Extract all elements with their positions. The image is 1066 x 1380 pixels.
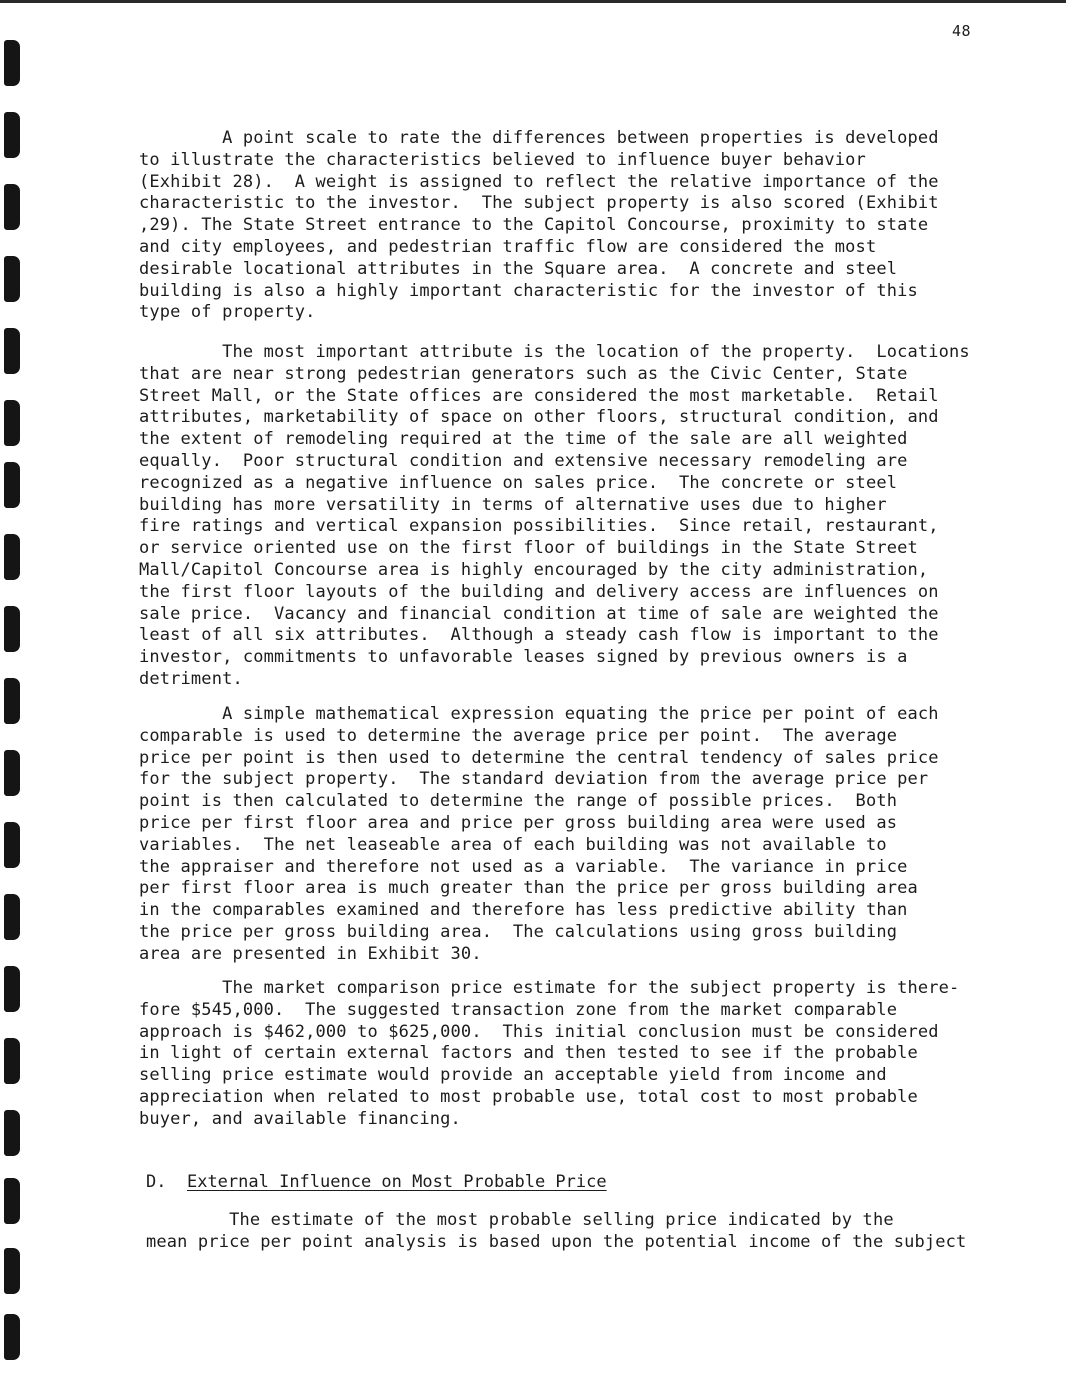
binding-hole: [4, 1178, 20, 1224]
text-line: least of all six attributes. Although a steady cash flow is important to the: [139, 625, 939, 646]
text-line: type of property.: [139, 302, 316, 323]
section-letter: D.: [146, 1172, 167, 1192]
text-line: The most important attribute is the location of the property. Locations: [139, 342, 970, 362]
binding-hole: [4, 606, 20, 652]
text-line: the extent of remodeling required at the time of the sale are all weighted: [139, 429, 908, 450]
binding-hole: [4, 534, 20, 580]
binding-hole: [4, 1038, 20, 1084]
text-line: A simple mathematical expression equating the price per point of each: [139, 704, 939, 724]
text-line: to illustrate the characteristics believed to influence buyer behavior: [139, 149, 866, 170]
text-line: attributes, marketability of space on other floors, structural condition, and: [139, 407, 939, 428]
text-line: equally. Poor structural condition and extensive necessary remodeling are: [139, 450, 908, 471]
text-line: in light of certain external factors and then tested to see if the probable: [139, 1043, 918, 1064]
binding-hole: [4, 966, 20, 1012]
binding-hole: [4, 1110, 20, 1156]
binding-hole: [4, 328, 20, 374]
text-line: approach is $462,000 to $625,000. This initial conclusion must be considered: [139, 1021, 939, 1042]
binding-hole: [4, 1314, 20, 1360]
text-line: point is then calculated to determine the range of possible prices. Both: [139, 791, 898, 812]
text-line: area are presented in Exhibit 30.: [139, 943, 482, 964]
binding-hole: [4, 678, 20, 724]
text-line: ,29). The State Street entrance to the Capitol Concourse, proximity to state: [139, 215, 929, 236]
text-line: or service oriented use on the first floor of buildings in the State Street: [139, 538, 918, 559]
binding-hole: [4, 112, 20, 158]
binding-hole: [4, 894, 20, 940]
text-line: (Exhibit 28). A weight is assigned to reflect the relative importance of the: [139, 171, 939, 192]
text-line: The market comparison price estimate for the subject property is there-: [139, 978, 960, 998]
text-line: comparable is used to determine the average price per point. The average: [139, 725, 898, 746]
binding-hole: [4, 400, 20, 446]
text-line: price per point is then used to determine the central tendency of sales price: [139, 747, 939, 768]
text-line: building has more versatility in terms of alternative uses due to higher: [139, 494, 887, 515]
paragraph-point-scale: [139, 128, 939, 324]
page-number: 48: [952, 22, 972, 40]
text-line: fire ratings and vertical expansion possibilities. Since retail, restaurant,: [139, 516, 939, 537]
text-line: mean price per point analysis is based upon the potential income of the subject: [146, 1231, 967, 1252]
text-line: buyer, and available financing.: [139, 1108, 461, 1129]
binding-hole: [4, 822, 20, 868]
text-line: Mall/Capitol Concourse area is highly encouraged by the city administration,: [139, 559, 929, 580]
text-line: sale price. Vacancy and financial condition at time of sale are weighted the: [139, 603, 939, 624]
text-line: Street Mall, or the State offices are considered the most marketable. Retail: [139, 385, 939, 406]
text-line: recognized as a negative influence on sales price. The concrete or steel: [139, 472, 898, 493]
paragraph-location-attribute: [139, 342, 970, 691]
text-line: fore $545,000. The suggested transaction zone from the market comparable: [139, 999, 898, 1020]
paragraph-price-estimate: [139, 978, 959, 1131]
text-line: The estimate of the most probable selling price indicated by the: [146, 1210, 894, 1230]
text-line: A point scale to rate the differences between properties is developed: [139, 128, 939, 148]
text-line: that are near strong pedestrian generators such as the Civic Center, State: [139, 363, 908, 384]
paragraph-external-influence: [146, 1210, 966, 1254]
section-heading: [146, 1172, 607, 1192]
text-line: price per first floor area and price per gross building area were used as: [139, 812, 898, 833]
binding-hole: [4, 1248, 20, 1294]
text-line: the first floor layouts of the building and delivery access are influences on: [139, 581, 939, 602]
text-line: detriment.: [139, 668, 243, 689]
binding-hole: [4, 462, 20, 508]
binding-hole: [4, 40, 20, 86]
binding-hole: [4, 256, 20, 302]
binding-hole: [4, 184, 20, 230]
text-line: the price per gross building area. The calculations using gross building: [139, 921, 898, 942]
text-line: characteristic to the investor. The subject property is also scored (Exhibit: [139, 193, 939, 214]
text-line: investor, commitments to unfavorable leases signed by previous owners is a: [139, 647, 908, 668]
binding-holes: [0, 0, 30, 1380]
text-line: building is also a highly important characteristic for the investor of this: [139, 280, 918, 301]
text-line: the appraiser and therefore not used as a variable. The variance in price: [139, 856, 908, 877]
binding-hole: [4, 750, 20, 796]
text-line: and city employees, and pedestrian traffic flow are considered the most: [139, 236, 877, 257]
text-line: in the comparables examined and therefore has less predictive ability than: [139, 900, 908, 921]
paragraph-mathematical-expression: [139, 704, 939, 966]
text-line: desirable locational attributes in the Square area. A concrete and steel: [139, 258, 898, 279]
text-line: variables. The net leaseable area of each building was not available to: [139, 834, 887, 855]
text-line: per first floor area is much greater than the price per gross building area: [139, 878, 918, 899]
section-title: External Influence on Most Probable Price: [186, 1172, 607, 1192]
text-line: appreciation when related to most probable use, total cost to most probable: [139, 1086, 918, 1107]
page-top-edge: [0, 0, 1066, 3]
text-line: selling price estimate would provide an acceptable yield from income and: [139, 1065, 887, 1086]
text-line: for the subject property. The standard deviation from the average price per: [139, 769, 929, 790]
